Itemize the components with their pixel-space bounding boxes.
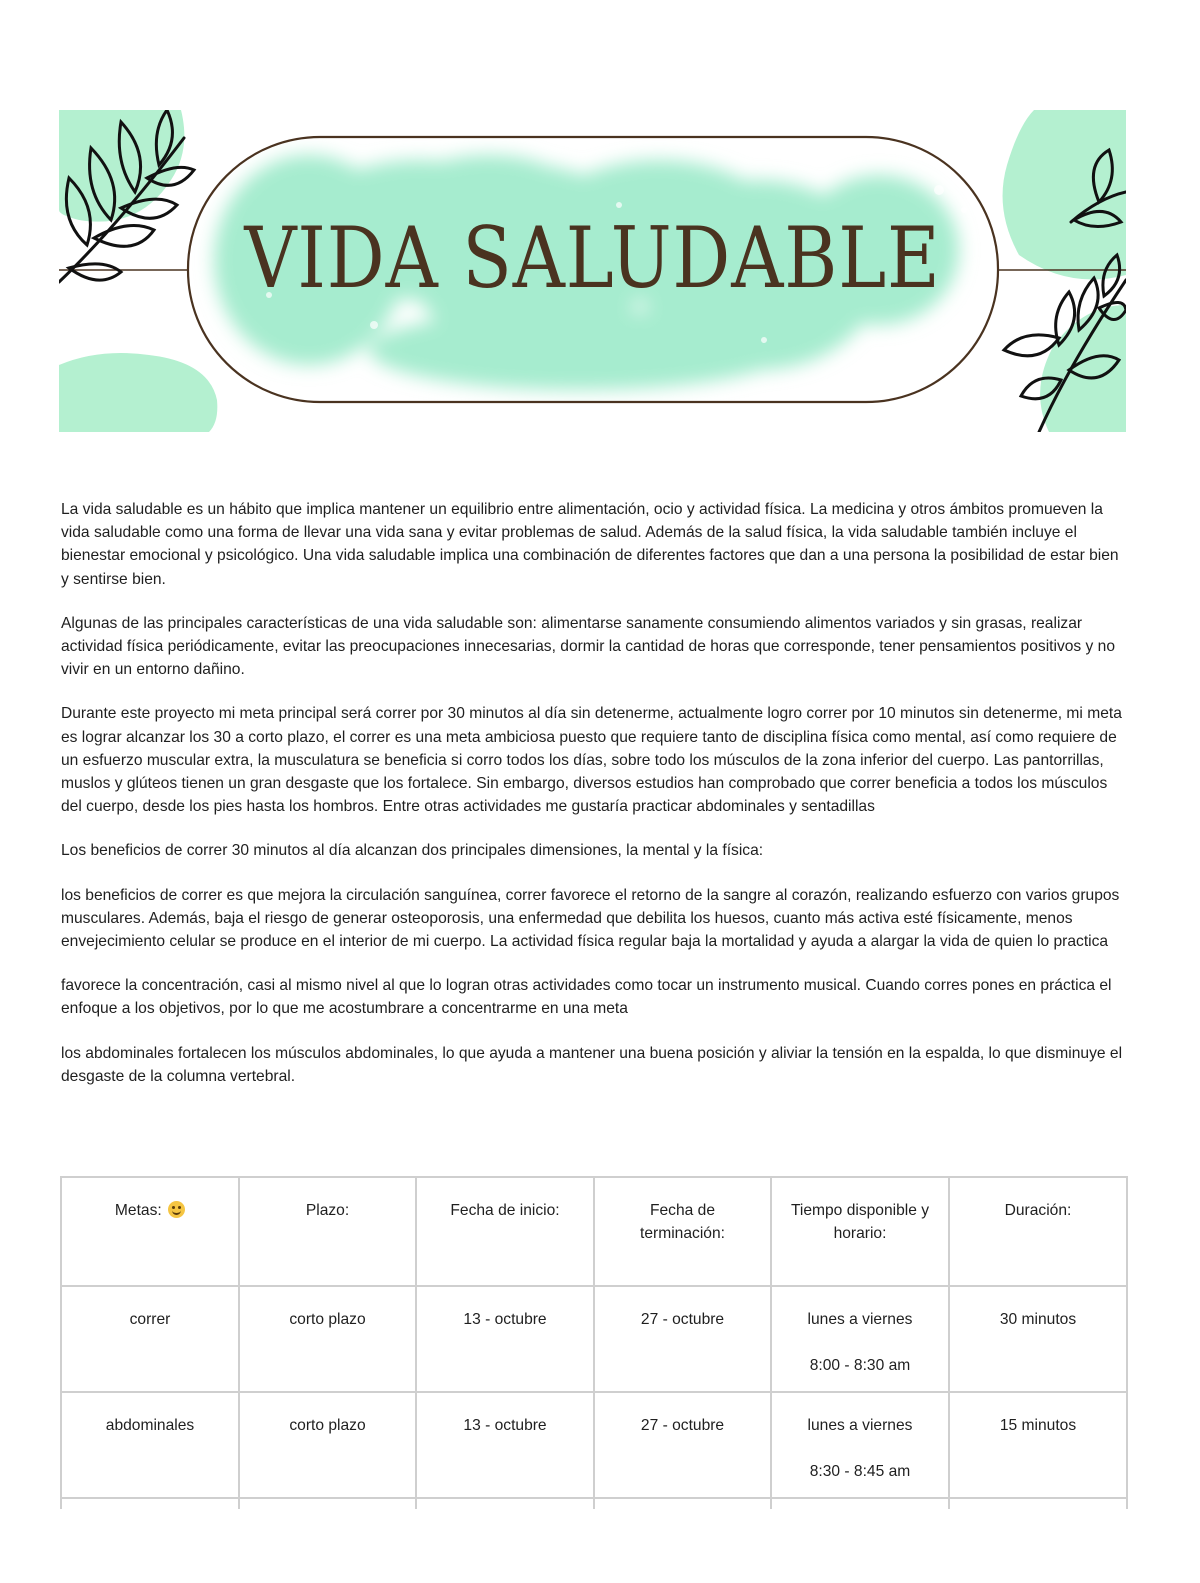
document-body <box>61 498 1127 1109</box>
header-fecha-terminacion: Fecha de terminación: <box>594 1177 771 1286</box>
table-row <box>61 1286 1127 1392</box>
table-header-row <box>61 1177 1127 1286</box>
cell-meta: correr <box>61 1286 239 1392</box>
cell-dias-text: lunes a viernes <box>807 1311 913 1328</box>
table-row-continuation <box>61 1498 1127 1509</box>
cell-horario <box>771 1392 949 1498</box>
header-metas: Metas: <box>61 1177 239 1286</box>
paragraph-physical-benefits: los beneficios de correr es que mejora la circulación sanguínea, correr favorece el retorno de la sangre al corazón, realizando esfuerzo con varios grupos musculares. Además, baja el riesgo de generar osteoporosis, una enfermedad que debilita los huesos, cuanto más activa esté físicamente, menos envejecimiento celular se produce en el interior de mi cuerpo. La actividad física regular baja la mortalidad y ayuda a alargar la vida de quien lo practica <box>61 886 1120 951</box>
cell-hora-text: 8:30 - 8:45 am <box>809 1463 911 1480</box>
cell-duracion: 30 minutos <box>949 1286 1127 1392</box>
smiling-face-icon <box>168 1201 185 1218</box>
goals-table <box>60 1176 1128 1509</box>
header-duracion: Duración: <box>949 1177 1127 1286</box>
paragraph-characteristics: Algunas de las principales características de una vida saludable son: alimentarse sanamente consumiendo alimentos variados y sin grasas, realizar actividad física periódicamente, evitar las preocupaciones innecesarias, dormir la cantidad de horas que corresponde, tener pensamientos positivos y no vivir en un entorno dañino. <box>61 614 1116 679</box>
paragraph-benefits-intro: Los beneficios de correr 30 minutos al día alcanzan dos principales dimensiones, la mental y la física: <box>61 842 764 860</box>
header-plazo: Plazo: <box>239 1177 416 1286</box>
paragraph-abdominals: los abdominales fortalecen los músculos abdominales, lo que ayuda a mantener una buena posición y aliviar la tensión en la espalda, lo que disminuye el desgaste de la columna vertebral. <box>61 1044 1123 1085</box>
paragraph-intro: La vida saludable es un hábito que implica mantener un equilibrio entre alimentación, ocio y actividad física. La medicina y otros ámbitos promueven la vida saludable como una forma de llevar una vida sana y evitar problemas de salud. Además de la salud física, la vida saludable también incluye el bienestar emocional y psicológico. Una vida saludable implica una combinación de diferentes factores que dan a una persona la posibilidad de estar bien y sentirse bien. <box>61 501 1119 588</box>
header-tiempo-horario: Tiempo disponible y horario: <box>771 1177 949 1286</box>
cell-duracion: 15 minutos <box>949 1392 1127 1498</box>
cell-meta: abdominales <box>61 1392 239 1498</box>
banner-title: VIDA SALUDABLE <box>244 209 941 307</box>
cell-plazo: corto plazo <box>239 1392 416 1498</box>
cell-dias-text: lunes a viernes <box>807 1417 913 1434</box>
cell-hora-text: 8:00 - 8:30 am <box>809 1357 911 1374</box>
cell-horario <box>771 1286 949 1392</box>
header-banner <box>59 110 1126 432</box>
cell-plazo: corto plazo <box>239 1286 416 1392</box>
header-fecha-inicio: Fecha de inicio: <box>416 1177 594 1286</box>
cell-fin: 27 - octubre <box>594 1286 771 1392</box>
paragraph-mental-benefits: favorece la concentración, casi al mismo nivel al que lo logran otras actividades como tocar un instrumento musical. Cuando corres pones en práctica el enfoque a los objetivos, por lo que me acostumbrare a concentrarme en una meta <box>61 977 1112 1018</box>
table-row <box>61 1392 1127 1498</box>
paragraph-project-goal: Durante este proyecto mi meta principal será correr por 30 minutos al día sin detenerme, actualmente logro correr por 10 minutos sin detenerme, mi meta es lograr alcanzar los 30 a corto plazo, el correr es una meta ambiciosa puesto que requiere tanto de disciplina física como mental, así como requiere de un esfuerzo muscular extra, la musculatura se beneficia si corro todos los días, sobre todo los músculos de la zona inferior del cuerpo. Las pantorrillas, muslos y glúteos tienen un gran desgaste que los fortalece. Sin embargo, diversos estudios han comprobado que correr beneficia a todos los músculos del cuerpo, desde los pies hasta los hombros. Entre otras actividades me gustaría practicar abdominales y sentadillas <box>61 705 1122 816</box>
cell-inicio: 13 - octubre <box>416 1392 594 1498</box>
mint-blob-bottom-left <box>59 353 217 432</box>
cell-inicio: 13 - octubre <box>416 1286 594 1392</box>
cell-fin: 27 - octubre <box>594 1392 771 1498</box>
